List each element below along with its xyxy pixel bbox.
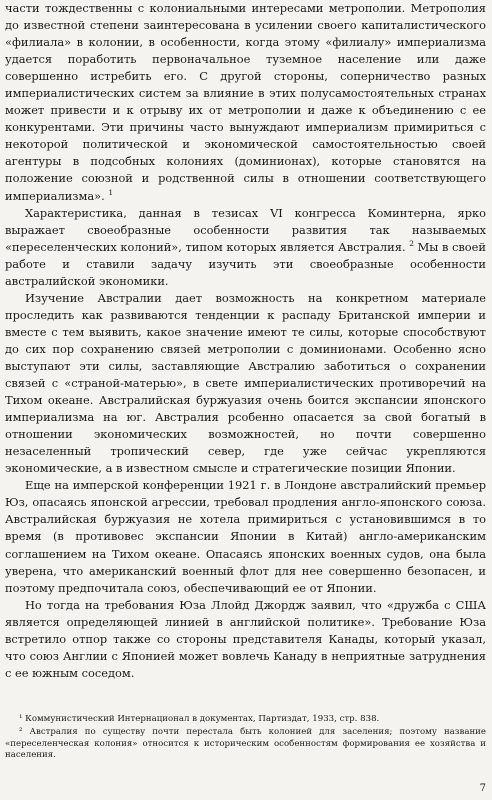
footnote-ref-2: 2 — [409, 238, 414, 248]
paragraph-1-text: части тождественны с колониальными интересами метрополии. Метрополия до известной степени заинтересована в усилении своего капиталистического «филиала» в колонии, в особенности, когда этому «филиалу» империализма удается поработить первоначальное туземное население или даже совершенно истребить его. С другой стороны, соперничество разных империалистических систем за влияние в этих полусамостоятельных странах может привести и к отрыву их от метрополии и даже к объединению с ее конкурентами. Эти причины часто вынуждают империализм примириться с некоторой политической и экономической самостоятельностью своей агентуры в подсобных колониях (доминионах), которые становятся на положение союзной и родственной силы в отношении соответствующего империализма». — [5, 1, 486, 203]
page-number: 7 — [479, 783, 486, 794]
paragraph-4: Еще на имперской конференции 1921 г. в Лондоне австралийский премьер Юз, опасаясь японской агрессии, требовал продления англо-японского союза. Австралийская буржуазия не хотела примириться с установившимся в то время (в противовес экспансии Японии в Китай) англо-американским соглашением на Тихом океане. Опасаясь японских военных судов, она была уверена, что американский военный флот для нее совершенно безопасен, и поэтому предпочитала союз, обеспечивающий ее от Японии. — [5, 478, 486, 595]
paragraph-5: Но тогда на требования Юза Ллойд Джордж заявил, что «дружба с США является определяющей линией в английской политике». Требование Юза встретило отпор также со стороны представителя Канады, который указал, что союз Англии с Японией может вовлечь Канаду в неприятные затруднения с ее южным соседом. — [5, 597, 486, 680]
paragraph-2-text: Характеристика, данная в тезисах VI конгресса Коминтерна, ярко выражает своеобразные особенности развития так называемых «переселенческих колоний», типом которых является Австралия. — [5, 205, 486, 254]
paragraph-1 — [5, 0, 486, 205]
paragraph-2 — [5, 205, 486, 290]
footnote-ref-1: 1 — [108, 187, 114, 197]
body-text — [5, 0, 486, 682]
paragraph-2-continuation: Мы в своей работе и ставили задачу изучить эти своеобразные особенности австралийской экономики. — [5, 239, 487, 288]
footnotes — [5, 714, 486, 764]
footnote-1: ¹ Коммунистический Интернационал в документах, Партиздат, 1933, стр. 838. — [19, 714, 380, 724]
footnote-2: ² Австралия по существу почти перестала быть колонией для заселения; поэтому название «переселенческая колония» относится к историческим особенностям формирования ее хозяйства и населения. — [5, 727, 486, 761]
paragraph-3: Изучение Австралии дает возможность на конкретном материале проследить как развиваются тенденции к распаду Британской империи и вместе с тем выявить, какое значение имеют те силы, которые способствуют до сих пор сохранению связей метрополии с доминионами. Особенно ясно выступают эти силы, заставляющие Австралию заботиться о сохранении связей с «страной-матерью», в свете империалистических противоречий на Тихом океане. Австралийская буржуазия очень боится экспансии японского империализма на юг. Австралия рсобенно опасается за свой богатый в отношении экономических возможностей, но почти совершенно незаселенный тропический север, где уже сейчас укрепляются экономические, а в известном смысле и стратегические позиции Японии. — [5, 290, 486, 476]
